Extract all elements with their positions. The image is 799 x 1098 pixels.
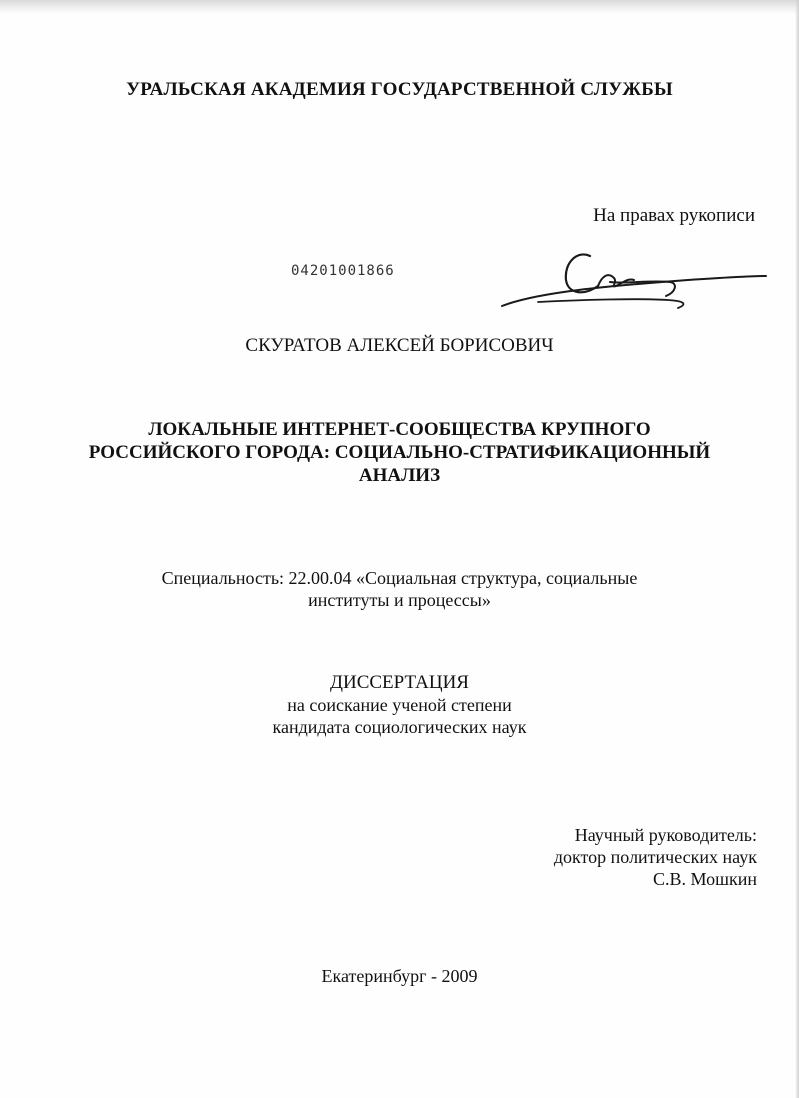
degree-heading: ДИССЕРТАЦИЯ (330, 672, 469, 693)
specialty-line: институты и процессы» (308, 590, 491, 610)
degree-block (0, 672, 799, 738)
dissertation-title (0, 418, 799, 487)
supervisor-name: С.В. Мошкин (653, 869, 757, 889)
degree-line: кандидата социологических наук (272, 717, 527, 737)
scan-top-edge (0, 0, 799, 14)
supervisor-degree: доктор политических наук (553, 847, 757, 867)
supervisor-block (554, 824, 757, 890)
handwritten-signature (498, 242, 768, 317)
supervisor-label: Научный руководитель: (574, 825, 757, 845)
institution-name: УРАЛЬСКАЯ АКАДЕМИЯ ГОСУДАРСТВЕННОЙ СЛУЖБЫ (126, 79, 673, 100)
specialty-line: Специальность: 22.00.04 «Социальная структура, социальные (161, 568, 638, 588)
author-name: СКУРАТОВ АЛЕКСЕЙ БОРИСОВИЧ (245, 335, 554, 356)
specialty (0, 567, 799, 611)
catalog-number: 04201001866 (291, 263, 395, 279)
title-line: ЛОКАЛЬНЫЕ ИНТЕРНЕТ-СООБЩЕСТВА КРУПНОГО (148, 419, 651, 440)
manuscript-note: На правах рукописи (593, 205, 755, 226)
place-year: Екатеринбург - 2009 (321, 966, 478, 986)
scan-right-edge (795, 0, 799, 1098)
title-line: АНАЛИЗ (358, 465, 441, 486)
degree-line: на соискание ученой степени (287, 695, 512, 715)
title-line: РОССИЙСКОГО ГОРОДА: СОЦИАЛЬНО-СТРАТИФИКАЦИОННЫЙ (88, 442, 711, 463)
